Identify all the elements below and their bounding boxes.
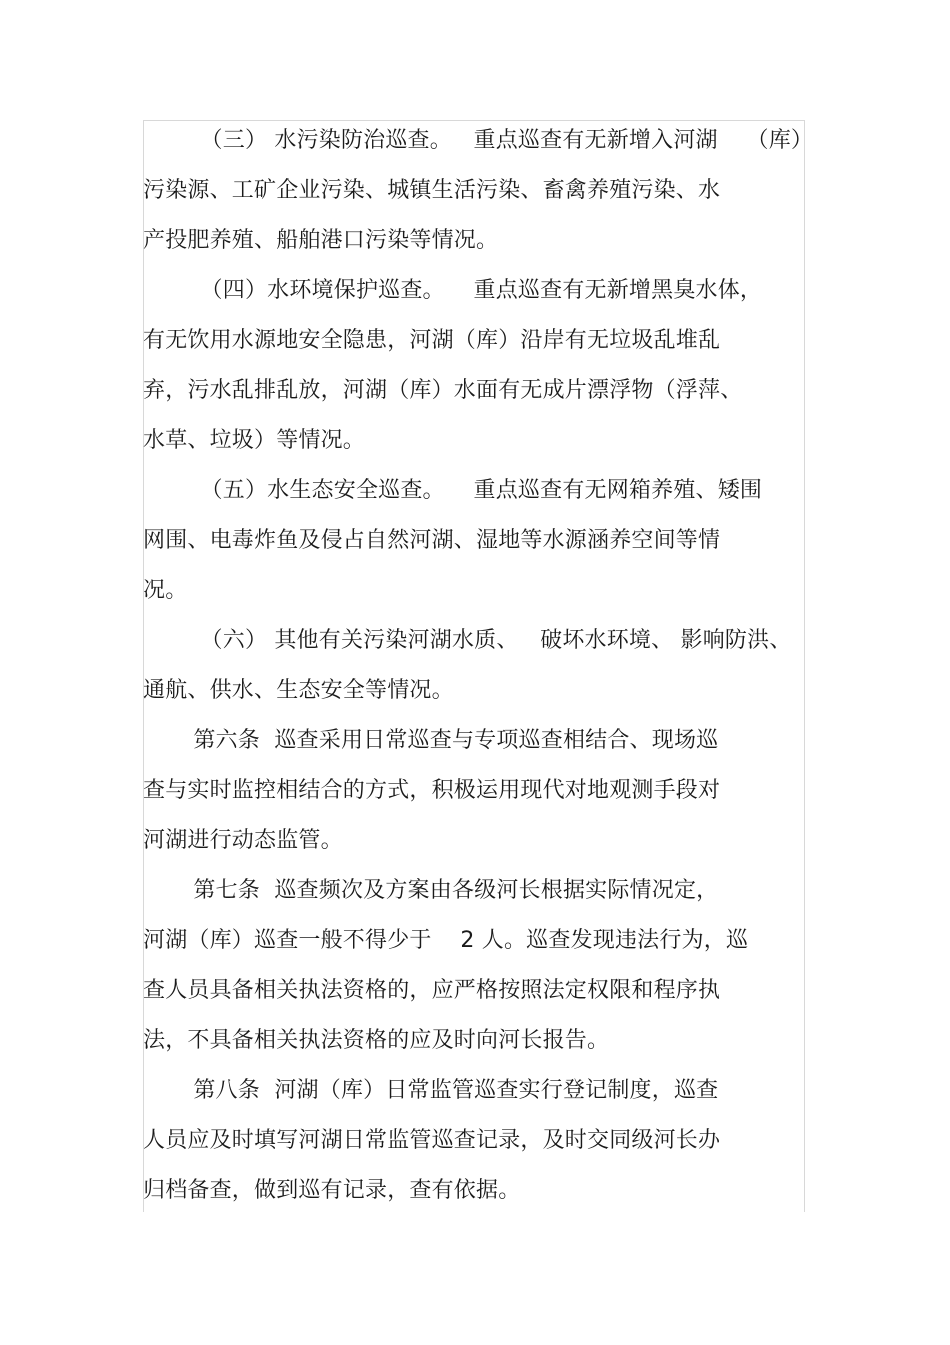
text-line: 法，不具备相关执法资格的应及时向河长报告。 [143,1028,610,1053]
text-line: 第七条 巡查频次及方案由各级河长根据实际情况定， [143,878,719,903]
text-line: 河湖进行动态监管。 [143,828,343,853]
text-line: 第六条 巡查采用日常巡查与专项巡查相结合、现场巡 [143,728,719,753]
text-line: 通航、供水、生态安全等情况。 [143,678,454,703]
text-line: 网围、电毒炸鱼及侵占自然河湖、湿地等水源涵养空间等情 [143,528,721,553]
text-line: 归档备查，做到巡有记录，查有依据。 [143,1178,521,1203]
text-line: 产投肥养殖、船舶港口污染等情况。 [143,228,499,253]
text-line: 查与实时监控相结合的方式，积极运用现代对地观测手段对 [143,778,721,803]
text-line: 有无饮用水源地安全隐患，河湖（库）沿岸有无垃圾乱堆乱 [143,328,721,353]
text-line: 水草、垃圾）等情况。 [143,428,366,453]
text-line: （三） 水污染防治巡查。 重点巡查有无新增入河湖 （库） [143,128,814,153]
text-line: （五）水生态安全巡查。 重点巡查有无网箱养殖、矮围 [143,478,763,503]
text-line: 人员应及时填写河湖日常监管巡查记录，及时交同级河长办 [143,1128,721,1153]
text-line: 况。 [143,578,188,603]
text-line: 弃，污水乱排乱放，河湖（库）水面有无成片漂浮物（浮萍、 [143,378,743,403]
text-line: 第八条 河湖（库）日常监管巡查实行登记制度，巡查 [143,1078,719,1103]
text-line: 河湖（库）巡查一般不得少于 2 人。巡查发现违法行为，巡 [143,928,749,953]
text-line: 查人员具备相关执法资格的，应严格按照法定权限和程序执 [143,978,721,1003]
text-line: （四）水环境保护巡查。 重点巡查有无新增黑臭水体， [143,278,763,303]
text-line: 污染源、工矿企业污染、城镇生活污染、畜禽养殖污染、水 [143,178,721,203]
text-line: （六） 其他有关污染河湖水质、 破坏水环境、 影响防洪、 [143,628,792,653]
